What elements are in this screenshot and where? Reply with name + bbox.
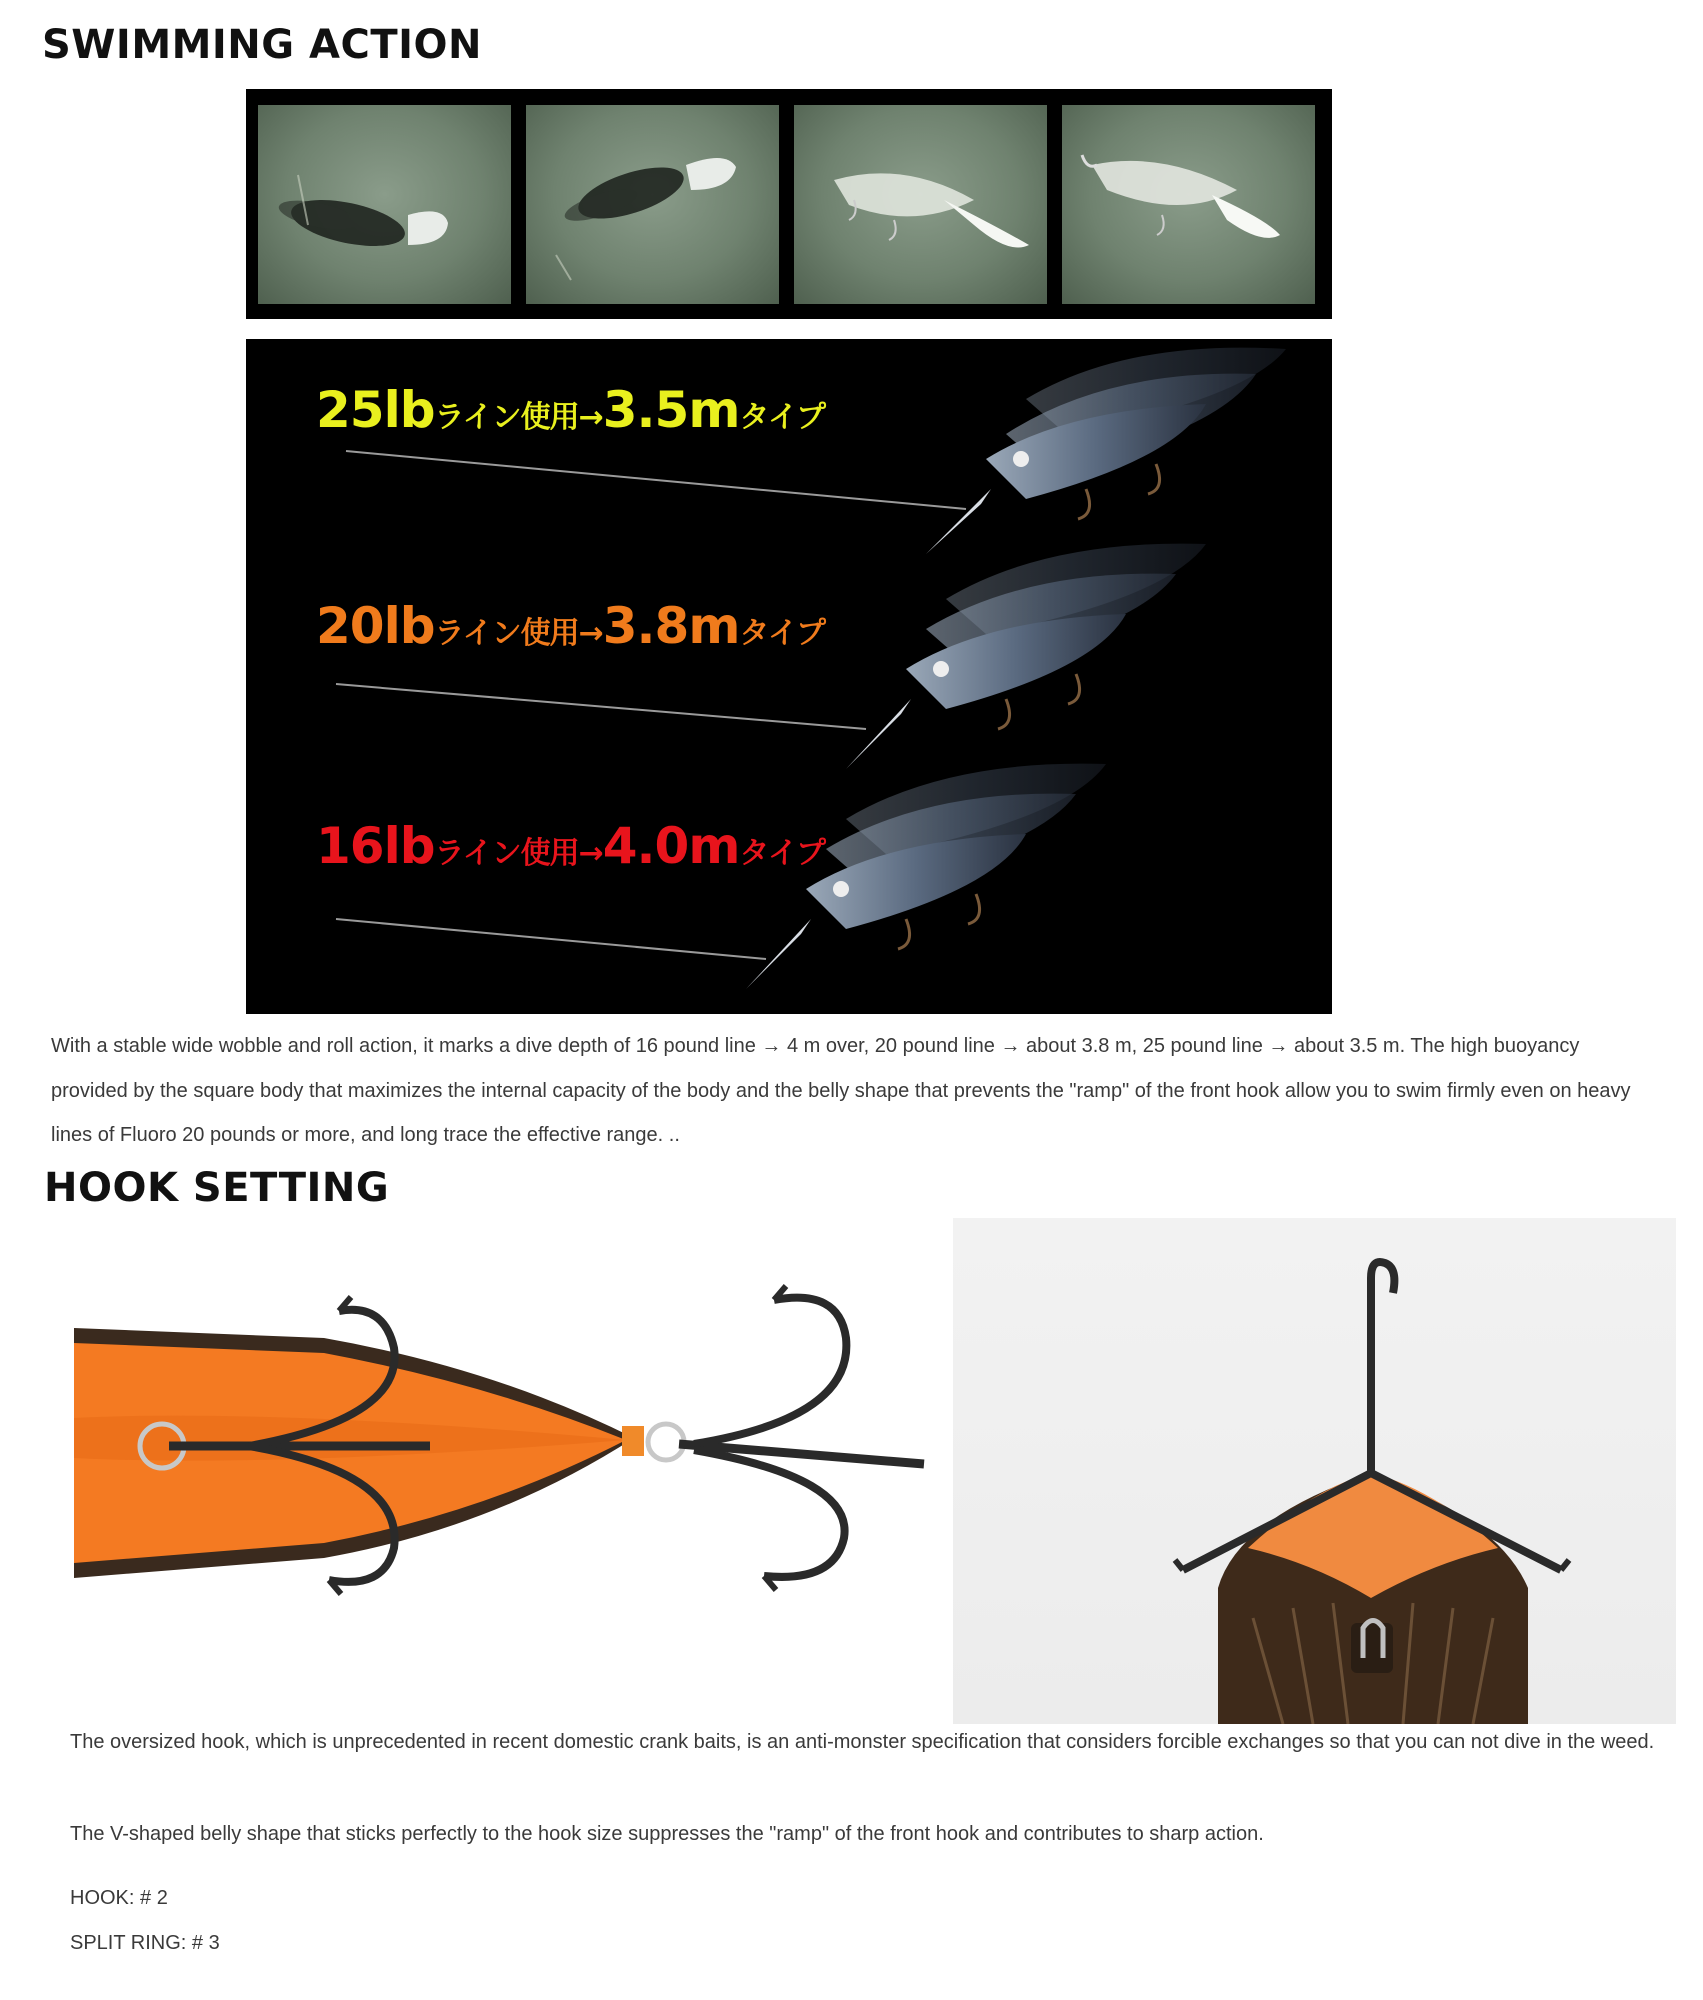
hook-setting-description-1: The oversized hook, which is unprecedented in recent domestic crank baits, is an anti-monster specification that considers forcible exchanges so that you can not dive in the weed. (70, 1731, 1655, 1753)
dive-depth-panel (246, 339, 1332, 1014)
hook-setting-description-2: The V-shaped belly shape that sticks perfectly to the hook size suppresses the "ramp" of the front hook and contributes to sharp action. (70, 1823, 1264, 1845)
depth-line-suffix: ライン使用→ (434, 616, 603, 651)
hook-setting-heading: HOOK SETTING (44, 1165, 390, 1211)
split-ring-size-spec: SPLIT RING: # 3 (70, 1932, 220, 1954)
swim-frame-2 (526, 105, 779, 304)
depth-line-suffix: ライン使用→ (434, 836, 603, 871)
depth-line-weight: 20lb (316, 597, 435, 655)
swim-frame-3 (794, 105, 1047, 304)
depth-type: タイプ (739, 616, 825, 651)
dive-depth-illustration (246, 339, 1332, 1014)
depth-value: 3.5m (602, 381, 740, 439)
hook-front-photo (953, 1218, 1676, 1724)
hook-size-spec: HOOK: # 2 (70, 1887, 168, 1909)
depth-type: タイプ (739, 400, 825, 435)
swim-frame-4 (1062, 105, 1315, 304)
depth-label-20lb (316, 597, 825, 655)
swimming-action-description: With a stable wide wobble and roll action, it marks a dive depth of 16 pound line → 4 m over, 20 pound line → about 3.8 m, 25 pound line → about 3.5 m. The high buoyancy provided by the square body that maximizes the internal capacity of the body and the belly shape that prevents the "ramp" of the front hook allow you to swim firmly even on heavy lines of Fluoro 20 pounds or more, and long trace the effective range. .. (51, 1035, 1631, 1146)
depth-line-weight: 16lb (316, 817, 435, 875)
depth-label-16lb (316, 817, 825, 875)
depth-line-suffix: ライン使用→ (434, 400, 603, 435)
hook-side-photo (74, 1218, 954, 1706)
swimming-action-heading: SWIMMING ACTION (42, 22, 482, 68)
depth-value: 4.0m (602, 817, 740, 875)
depth-line-weight: 25lb (316, 381, 435, 439)
depth-label-25lb (316, 381, 825, 439)
depth-type: タイプ (739, 836, 825, 871)
swimming-photo-strip (246, 89, 1332, 319)
depth-value: 3.8m (602, 597, 740, 655)
swim-frame-1 (258, 105, 511, 304)
